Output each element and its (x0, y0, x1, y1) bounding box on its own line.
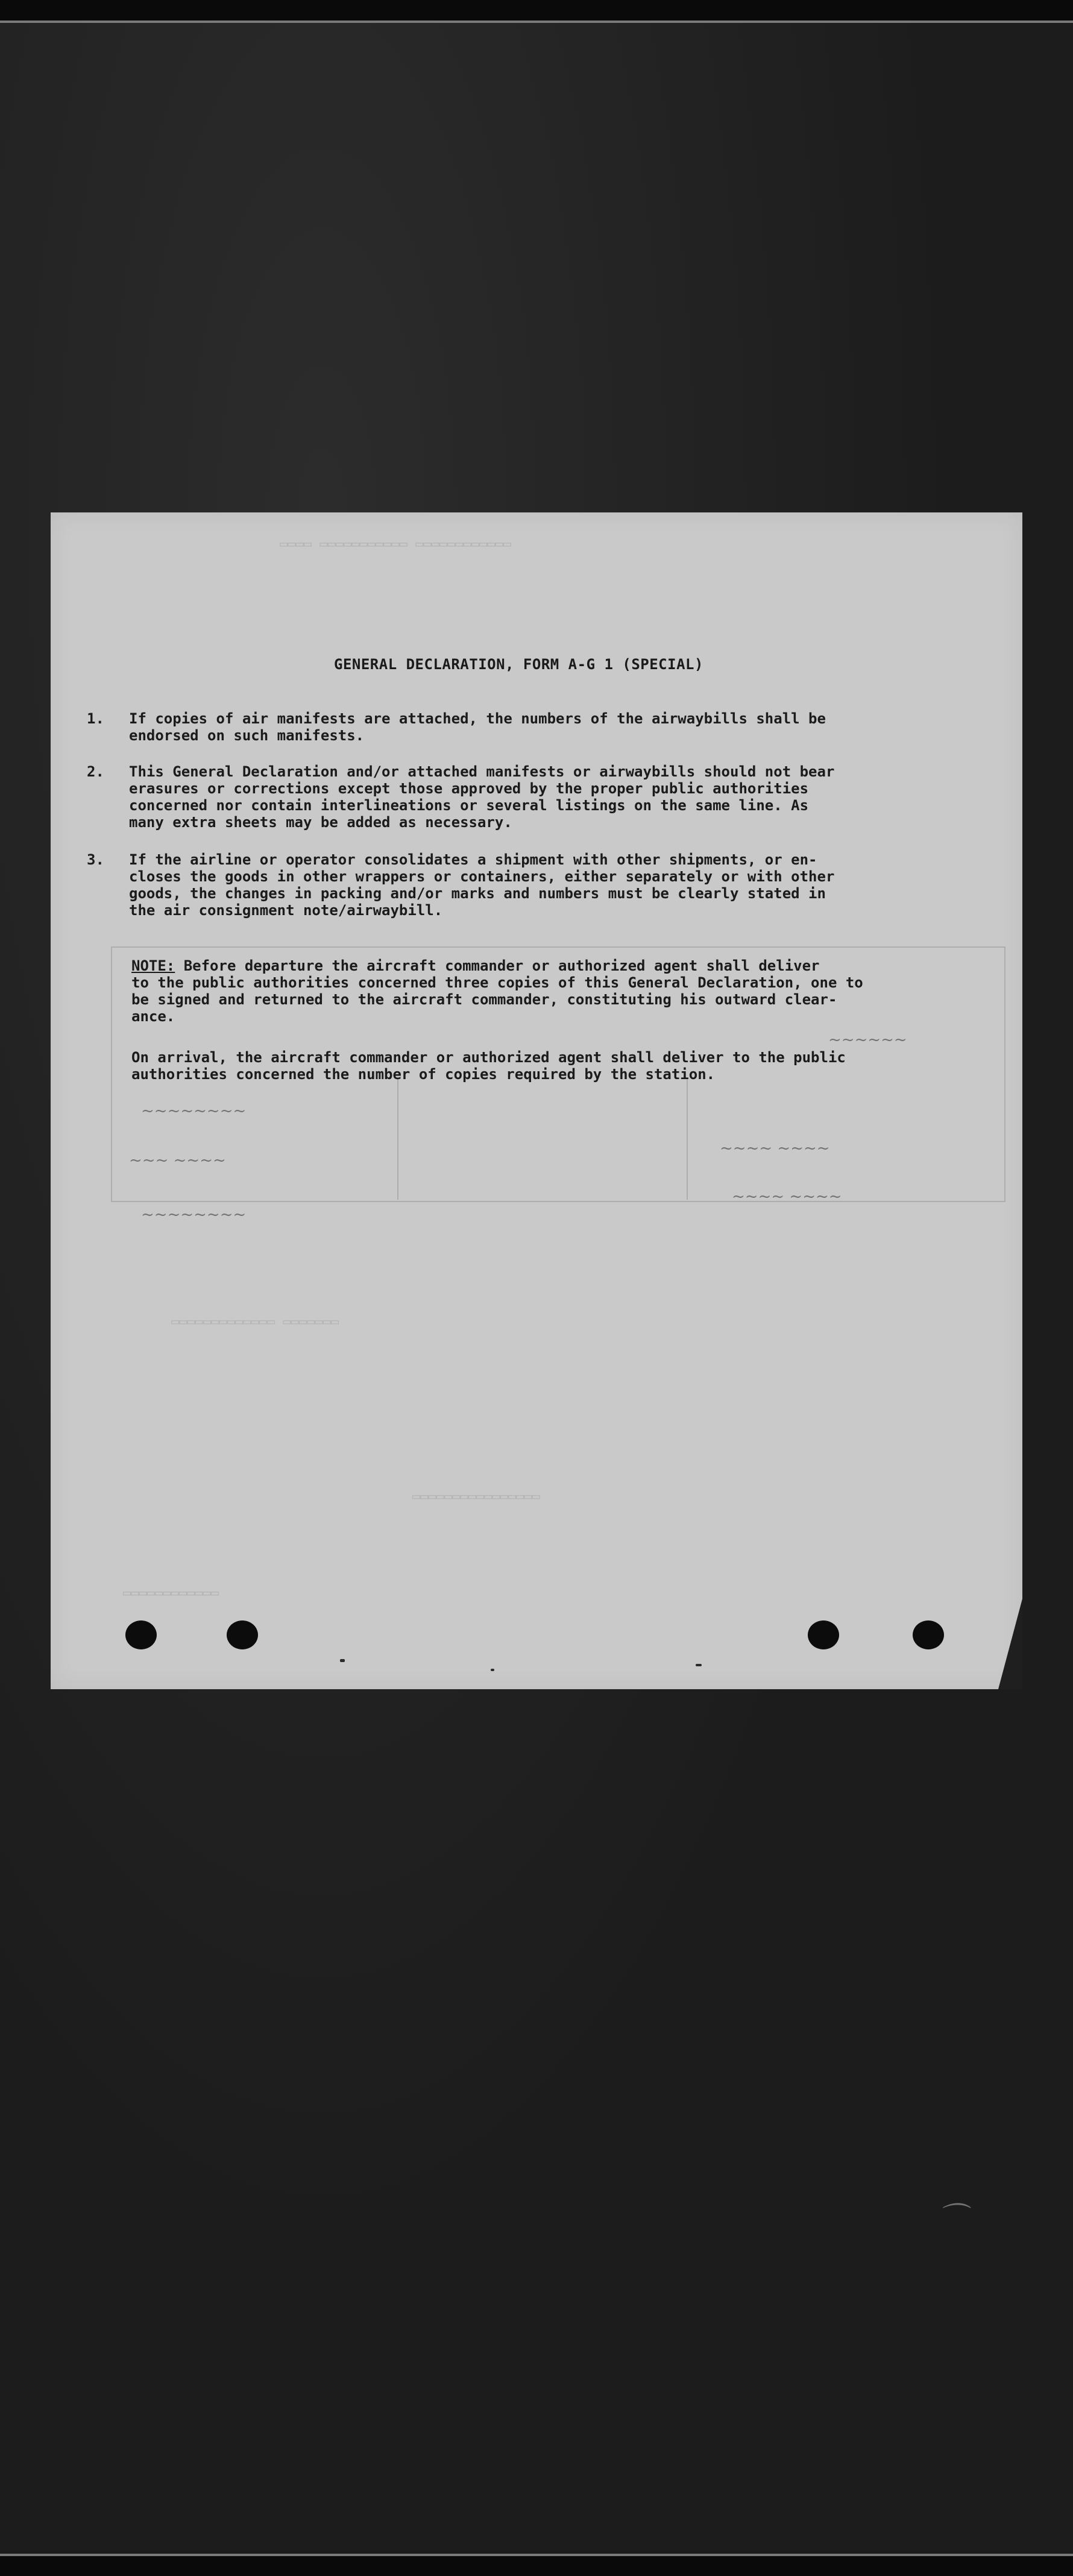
punch-hole (913, 1620, 944, 1649)
stray-pencil-mark: ⌒ (937, 2201, 967, 2235)
departure-note (131, 957, 987, 1025)
bottom-edge-line (0, 2554, 1073, 2556)
handwritten-mark: ~~~~~~~~ (141, 1206, 247, 1224)
declaration-item-1 (87, 710, 985, 744)
dust-speck (491, 1669, 494, 1671)
bleed-through-text: ▭▭▭▭▭▭▭▭▭▭▭▭▭ ▭▭▭▭▭▭▭ (171, 1314, 339, 1329)
item-line: the air consignment note/airwaybill. (129, 902, 443, 919)
arrival-line: authorities concerned the number of copies required by the station. (131, 1066, 716, 1083)
punch-hole (227, 1620, 258, 1649)
item-line: If the airline or operator consolidates a shipment with other shipments, or en- (129, 851, 817, 868)
note-line: to the public authorities concerned three copies of this General Declaration, one to (131, 974, 863, 991)
torn-corner (998, 1599, 1022, 1689)
item-line: concerned nor contain interlineations or several listings on the same line. As (129, 797, 809, 814)
item-line: closes the goods in other wrappers or containers, either separately or with other (129, 868, 835, 885)
item-line: erasures or corrections except those approved by the proper public authorities (129, 780, 809, 797)
handwritten-mark: ~~~~~~~~ (141, 1102, 247, 1120)
note-label: NOTE: (131, 957, 175, 974)
note-line: ance. (131, 1008, 175, 1025)
document-page (51, 512, 1022, 1689)
handwritten-mark: ~~~~~~ (828, 1031, 907, 1049)
handwritten-mark: ~~~~ ~~~~ (720, 1139, 830, 1157)
punch-hole (125, 1620, 157, 1649)
item-number: 3. (87, 851, 104, 868)
note-first-line (131, 957, 987, 974)
dust-speck (340, 1659, 345, 1662)
handwritten-mark: ~~~ ~~~~ (129, 1151, 226, 1170)
note-line: be signed and returned to the aircraft commander, constituting his outward clear- (131, 991, 837, 1008)
item-line: If copies of air manifests are attached, the numbers of the airwaybills shall be (129, 710, 826, 727)
bleed-through-divider (687, 1079, 689, 1200)
item-line: many extra sheets may be added as necessary. (129, 814, 512, 831)
punch-hole (808, 1620, 839, 1649)
item-line: This General Declaration and/or attached manifests or airwaybills should not bear (129, 763, 835, 780)
item-number: 1. (87, 710, 104, 727)
handwritten-mark: ~~~~ ~~~~ (732, 1188, 842, 1206)
bleed-through-text: ▭▭▭▭▭▭▭▭▭▭▭▭ (123, 1586, 219, 1601)
note-line: Before departure the aircraft commander or authorized agent shall deliver (175, 957, 820, 974)
item-line: endorsed on such manifests. (129, 727, 365, 744)
bleed-through-text: ▭▭▭▭▭▭▭▭▭▭▭▭▭▭▭▭ (412, 1489, 540, 1504)
top-edge-line (0, 20, 1073, 23)
bleed-through-text: ▭▭▭▭ ▭▭▭▭▭▭▭▭▭▭▭ ▭▭▭▭▭▭▭▭▭▭▭▭ (280, 537, 512, 552)
item-line: goods, the changes in packing and/or marks and numbers must be clearly stated in (129, 885, 826, 902)
declaration-item-2 (87, 763, 985, 831)
declaration-item-3 (87, 851, 985, 919)
bleed-through-divider (397, 1079, 400, 1200)
dust-speck (696, 1664, 702, 1666)
document-title: GENERAL DECLARATION, FORM A-G 1 (SPECIAL) (334, 656, 703, 673)
item-number: 2. (87, 763, 104, 780)
arrival-note (131, 1049, 987, 1083)
arrival-line: On arrival, the aircraft commander or authorized agent shall deliver to the public (131, 1049, 846, 1066)
